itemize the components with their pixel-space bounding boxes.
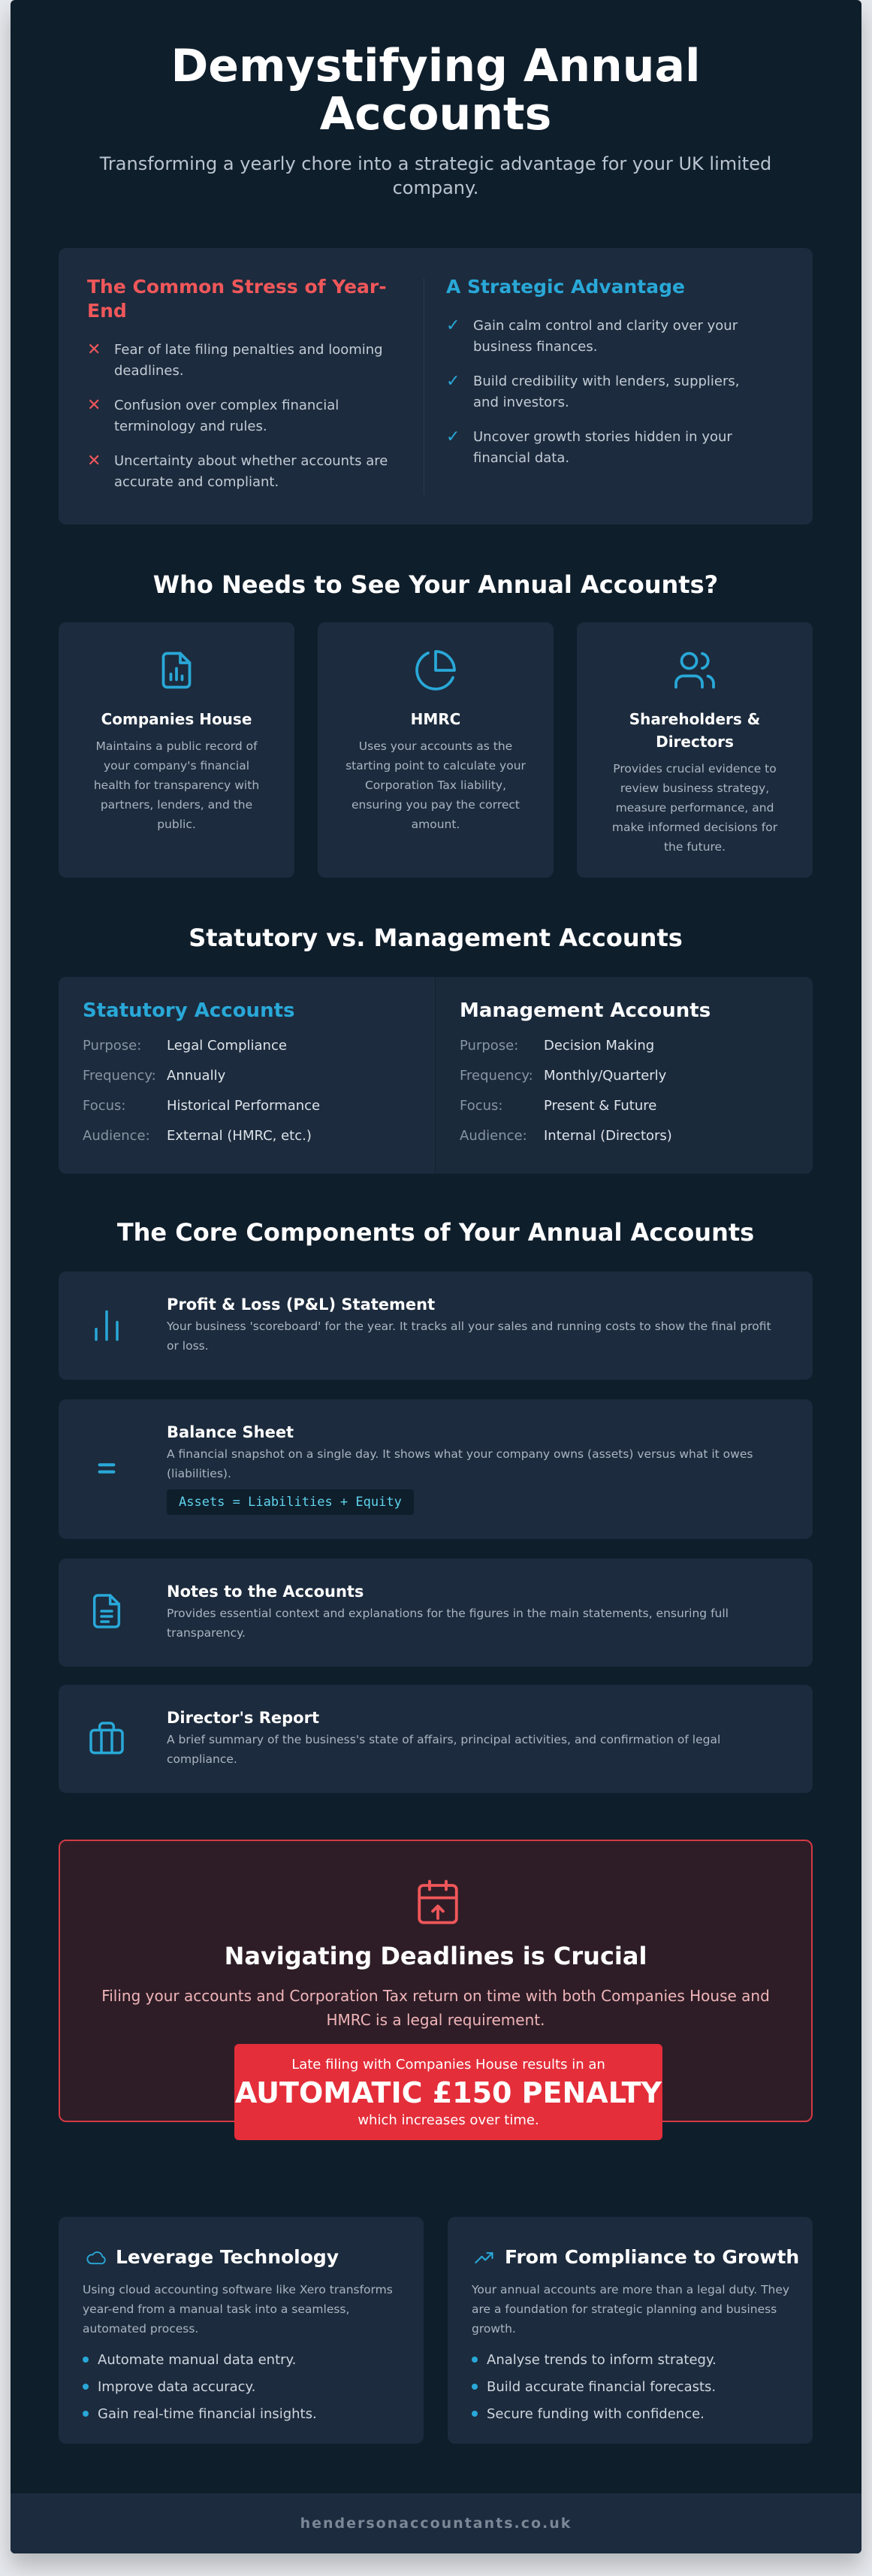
stress-item	[87, 340, 403, 382]
deadline-card	[59, 1840, 813, 2128]
growth-header	[472, 2245, 799, 2269]
page-title: Demystifying Annual Accounts	[170, 40, 701, 141]
row-value: Present & Future	[544, 1098, 657, 1114]
growth-desc: Your annual accounts are more than a legal duty. They are a foundation for strategic planning and business growth.	[472, 2283, 790, 2336]
who-card-companies-house	[59, 622, 294, 878]
who-card-name: HMRC	[410, 710, 461, 728]
users-icon	[672, 648, 717, 693]
cloud-icon	[83, 2247, 108, 2268]
who-card-hmrc	[318, 622, 554, 878]
advantage-item-text: Build credibility with lenders, suppliers, and investors.	[473, 373, 740, 410]
equals-icon	[86, 1447, 128, 1489]
comparison-title: Statutory vs. Management Accounts	[189, 924, 683, 952]
calendar-upload-icon	[413, 1874, 463, 1930]
technology-card	[59, 2217, 424, 2444]
management-heading: Management Accounts	[460, 999, 711, 1022]
list-item-text: Secure funding with confidence.	[487, 2405, 705, 2422]
advantage-item-text: Uncover growth stories hidden in your financial data.	[473, 429, 732, 466]
briefcase-icon	[86, 1718, 128, 1760]
row-value: Legal Compliance	[167, 1038, 287, 1054]
statutory-row	[83, 1067, 225, 1085]
stress-item	[87, 395, 403, 437]
component-title: Balance Sheet	[167, 1423, 294, 1441]
statutory-row	[83, 1127, 312, 1145]
penalty-top-text: Late filing with Companies House results in an	[291, 2057, 605, 2073]
statutory-panel	[59, 977, 436, 1174]
technology-list	[83, 2346, 406, 2427]
penalty-bottom-text: which increases over time.	[358, 2112, 539, 2128]
growth-heading: From Compliance to Growth	[505, 2246, 800, 2268]
component-pl-statement	[59, 1271, 813, 1380]
check-icon: ✓	[446, 316, 460, 335]
row-value: Historical Performance	[167, 1098, 321, 1114]
bullet-icon	[472, 2384, 478, 2390]
stress-column	[87, 275, 403, 506]
management-row	[460, 1127, 672, 1145]
technology-heading: Leverage Technology	[116, 2246, 339, 2268]
component-notes	[59, 1559, 813, 1667]
component-title: Profit & Loss (P&L) Statement	[167, 1296, 436, 1314]
management-panel	[436, 977, 813, 1174]
bar-chart-icon	[86, 1305, 128, 1347]
who-card-shareholders	[577, 622, 813, 878]
component-desc: Provides essential context and explanations for the figures in the main statements, ensuring full transparency.	[167, 1607, 729, 1640]
penalty-box	[234, 2044, 662, 2140]
cross-icon: ✕	[87, 452, 101, 470]
who-card-desc: Uses your accounts as the starting point to calculate your Corporation Tax liability, ensuring you pay the correct amount.	[345, 739, 526, 831]
row-label: Purpose:	[460, 1038, 519, 1054]
list-item-text: Build accurate financial forecasts.	[487, 2378, 717, 2395]
row-value: Internal (Directors)	[544, 1128, 672, 1144]
technology-desc: Using cloud accounting software like Xero transforms year-end from a manual task into a seamless, automated process.	[83, 2283, 393, 2336]
management-row	[460, 1037, 654, 1055]
stress-item	[87, 451, 403, 493]
penalty-amount: AUTOMATIC £150 PENALTY	[234, 2076, 662, 2109]
growth-list	[472, 2346, 795, 2427]
pie-chart-icon	[413, 648, 458, 693]
list-item-text: Gain real-time financial insights.	[98, 2405, 317, 2422]
growth-card	[448, 2217, 813, 2444]
who-card-name: Companies House	[101, 710, 252, 728]
list-item-text: Improve data accuracy.	[98, 2378, 256, 2395]
row-label: Audience:	[460, 1128, 527, 1144]
row-value: Annually	[167, 1068, 226, 1084]
list-item	[83, 2346, 406, 2373]
list-item-text: Analyse trends to inform strategy.	[487, 2351, 717, 2368]
row-label: Frequency:	[83, 1068, 156, 1084]
cross-icon: ✕	[87, 340, 101, 359]
who-card-desc: Provides crucial evidence to review business strategy, measure performance, and make informed decisions for the future.	[611, 762, 778, 854]
component-desc: Your business 'scoreboard' for the year. It tracks all your sales and running costs to show the final profit or loss.	[167, 1320, 771, 1353]
deadline-title: Navigating Deadlines is Crucial	[224, 1942, 647, 1970]
who-needs-title: Who Needs to See Your Annual Accounts?	[152, 570, 719, 599]
list-item	[472, 2346, 795, 2373]
stress-item-text: Fear of late filing penalties and looming deadlines.	[114, 342, 383, 379]
row-label: Focus:	[460, 1098, 503, 1114]
bullet-icon	[472, 2357, 478, 2363]
who-card-name: Shareholders & Directors	[629, 710, 761, 751]
check-icon: ✓	[446, 428, 460, 446]
row-label: Frequency:	[460, 1068, 533, 1084]
advantage-item-text: Gain calm control and clarity over your business finances.	[473, 318, 738, 355]
document-text-icon	[86, 1590, 128, 1632]
component-desc: A brief summary of the business's state of affairs, principal activities, and confirmation of legal compliance.	[167, 1733, 721, 1766]
row-label: Focus:	[83, 1098, 126, 1114]
advantage-column	[446, 275, 762, 482]
advantage-item	[446, 427, 762, 469]
comparison-card	[59, 977, 813, 1174]
core-components-title: The Core Components of Your Annual Accounts	[116, 1218, 755, 1247]
document-chart-icon	[154, 648, 199, 693]
component-desc: A financial snapshot on a single day. It shows what your company owns (assets) versus what it owes (liabilities).	[167, 1447, 753, 1480]
infographic	[11, 0, 861, 2553]
advantage-heading: A Strategic Advantage	[446, 276, 685, 298]
trending-up-icon	[472, 2247, 497, 2268]
row-value: Decision Making	[544, 1038, 655, 1054]
row-label: Purpose:	[83, 1038, 142, 1054]
footer-website: hendersonaccountants.co.uk	[11, 2493, 861, 2553]
component-directors-report	[59, 1685, 813, 1793]
list-item-text: Automate manual data entry.	[98, 2351, 297, 2368]
stress-advantage-card	[59, 248, 813, 525]
list-item	[472, 2373, 795, 2400]
balance-formula: Assets = Liabilities + Equity	[167, 1489, 414, 1515]
row-value: Monthly/Quarterly	[544, 1068, 667, 1084]
row-value: External (HMRC, etc.)	[167, 1128, 312, 1144]
who-card-desc: Maintains a public record of your company's financial health for transparency with partners, lenders, and the public.	[93, 739, 260, 831]
deadline-text: Filing your accounts and Corporation Tax return on time with both Companies House and HMRC is a legal requirement.	[101, 1987, 770, 2029]
bullet-icon	[83, 2357, 89, 2363]
stress-item-text: Confusion over complex financial terminology and rules.	[114, 398, 339, 434]
list-item	[472, 2400, 795, 2427]
list-item	[83, 2373, 406, 2400]
stress-heading: The Common Stress of Year-End	[87, 276, 387, 322]
technology-header	[83, 2245, 339, 2269]
check-icon: ✓	[446, 372, 460, 391]
management-row	[460, 1097, 656, 1115]
advantage-item	[446, 316, 762, 358]
statutory-row	[83, 1037, 287, 1055]
stress-item-text: Uncertainty about whether accounts are accurate and compliant.	[114, 453, 388, 490]
statutory-heading: Statutory Accounts	[83, 999, 295, 1022]
component-title: Director's Report	[167, 1709, 320, 1727]
bullet-icon	[472, 2411, 478, 2417]
bullet-icon	[83, 2411, 89, 2417]
component-title: Notes to the Accounts	[167, 1583, 364, 1601]
cross-icon: ✕	[87, 396, 101, 415]
management-row	[460, 1067, 666, 1085]
list-item	[83, 2400, 406, 2427]
statutory-row	[83, 1097, 320, 1115]
row-label: Audience:	[83, 1128, 150, 1144]
component-balance-sheet	[59, 1399, 813, 1539]
page-subtitle: Transforming a yearly chore into a strategic advantage for your UK limited company.	[99, 153, 772, 198]
bullet-icon	[83, 2384, 89, 2390]
advantage-item	[446, 371, 762, 413]
